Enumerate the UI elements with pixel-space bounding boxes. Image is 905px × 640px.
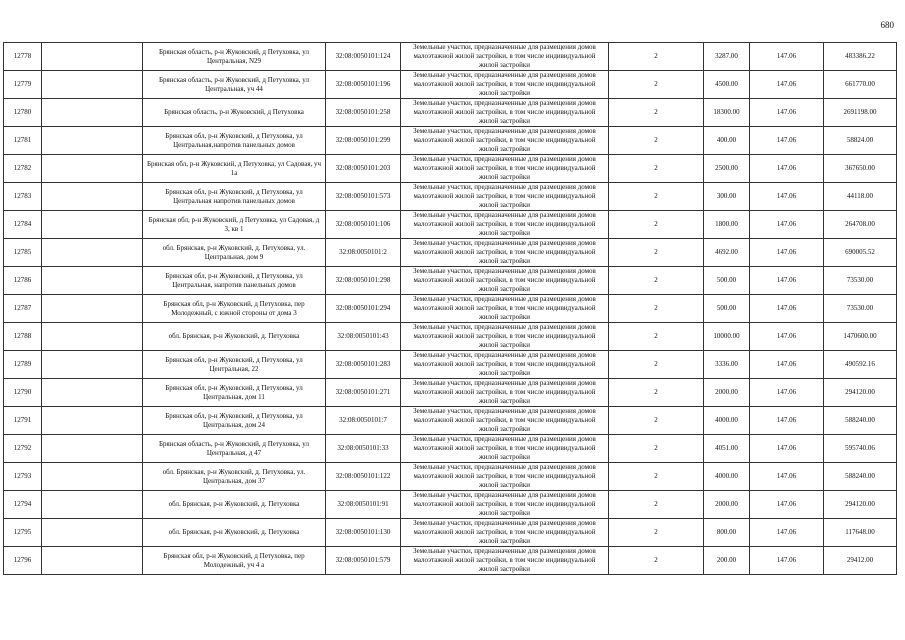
group-cell: 2 [609, 211, 704, 239]
cadastral-value-cell: 117648.00 [824, 519, 897, 547]
empty-cell [42, 183, 143, 211]
record-number-cell: 12792 [4, 435, 42, 463]
rate-cell: 147.06 [750, 323, 824, 351]
empty-cell [42, 239, 143, 267]
rate-cell: 147.06 [750, 407, 824, 435]
address-cell: Брянская обл, р-н Жуковский, д Петуховка, ул Центральная напротив панельных домов [143, 183, 326, 211]
land-use-cell: Земельные участки, предназначенные для размещения домов малоэтажной жилой застройки, в том числе индивидуальной жилой застройки [401, 463, 609, 491]
cadastral-value-cell: 588240.00 [824, 463, 897, 491]
cadastral-number-cell: 32:08:0050101:33 [326, 435, 401, 463]
area-cell: 500.00 [704, 295, 750, 323]
rate-cell: 147.06 [750, 379, 824, 407]
record-number-cell: 12793 [4, 463, 42, 491]
page-number: 680 [880, 20, 894, 30]
table-row [4, 435, 897, 463]
area-cell: 3287.00 [704, 43, 750, 71]
address-cell: Брянская область, р-н Жуковский, д Петуховка, ул Центральная, N29 [143, 43, 326, 71]
cadastral-value-cell: 44118.00 [824, 183, 897, 211]
address-cell: Брянская обл, р-н Жуковский, д Петуховка, ул Центральная, дом 24 [143, 407, 326, 435]
cadastral-number-cell: 32:08:0050101:573 [326, 183, 401, 211]
cadastral-number-cell: 32:08:0050101:579 [326, 547, 401, 575]
table-row [4, 267, 897, 295]
address-cell: Брянская область, р-н Жуковский, д Петуховка, ул Центральная, уч 44 [143, 71, 326, 99]
record-number-cell: 12784 [4, 211, 42, 239]
group-cell: 2 [609, 267, 704, 295]
group-cell: 2 [609, 463, 704, 491]
address-cell: Брянская обл, р-н Жуковский, д Петуховка, пер Молодежный, с южной стороны от дома 3 [143, 295, 326, 323]
area-cell: 200.00 [704, 547, 750, 575]
land-use-cell: Земельные участки, предназначенные для размещения домов малоэтажной жилой застройки, в том числе индивидуальной жилой застройки [401, 127, 609, 155]
group-cell: 2 [609, 379, 704, 407]
cadastral-number-cell: 32:08:0050101:7 [326, 407, 401, 435]
address-cell: обл. Брянская, р-н Жуковский, д. Петуховка [143, 519, 326, 547]
rate-cell: 147.06 [750, 491, 824, 519]
address-cell: обл. Брянская, р-н Жуковский, д. Петуховка [143, 323, 326, 351]
cadastral-value-cell: 294120.00 [824, 379, 897, 407]
land-use-cell: Земельные участки, предназначенные для размещения домов малоэтажной жилой застройки, в том числе индивидуальной жилой застройки [401, 407, 609, 435]
cadastral-number-cell: 32:08:0050101:258 [326, 99, 401, 127]
table-row [4, 379, 897, 407]
group-cell: 2 [609, 351, 704, 379]
empty-cell [42, 155, 143, 183]
land-use-cell: Земельные участки, предназначенные для размещения домов малоэтажной жилой застройки, в том числе индивидуальной жилой застройки [401, 99, 609, 127]
rate-cell: 147.06 [750, 71, 824, 99]
empty-cell [42, 99, 143, 127]
land-plot-register-table [3, 42, 897, 575]
land-use-cell: Земельные участки, предназначенные для размещения домов малоэтажной жилой застройки, в том числе индивидуальной жилой застройки [401, 547, 609, 575]
empty-cell [42, 211, 143, 239]
record-number-cell: 12780 [4, 99, 42, 127]
land-use-cell: Земельные участки, предназначенные для размещения домов малоэтажной жилой застройки, в том числе индивидуальной жилой застройки [401, 71, 609, 99]
cadastral-value-cell: 490592.16 [824, 351, 897, 379]
group-cell: 2 [609, 99, 704, 127]
table-row [4, 239, 897, 267]
cadastral-value-cell: 58824.00 [824, 127, 897, 155]
record-number-cell: 12781 [4, 127, 42, 155]
cadastral-number-cell: 32:08:0050101:106 [326, 211, 401, 239]
empty-cell [42, 323, 143, 351]
cadastral-number-cell: 32:08:0050101:203 [326, 155, 401, 183]
cadastral-number-cell: 32:08:0050101:294 [326, 295, 401, 323]
table-row [4, 155, 897, 183]
area-cell: 4000.00 [704, 407, 750, 435]
group-cell: 2 [609, 547, 704, 575]
cadastral-value-cell: 73530.00 [824, 267, 897, 295]
empty-cell [42, 407, 143, 435]
table-row [4, 491, 897, 519]
empty-cell [42, 43, 143, 71]
rate-cell: 147.06 [750, 295, 824, 323]
empty-cell [42, 491, 143, 519]
group-cell: 2 [609, 239, 704, 267]
area-cell: 10000.00 [704, 323, 750, 351]
area-cell: 400.00 [704, 127, 750, 155]
empty-cell [42, 71, 143, 99]
land-use-cell: Земельные участки, предназначенные для размещения домов малоэтажной жилой застройки, в том числе индивидуальной жилой застройки [401, 267, 609, 295]
address-cell: Брянская область, р-н Жуковский, д Петуховка [143, 99, 326, 127]
address-cell: обл. Брянская, р-н Жуковский, д. Петуховка [143, 491, 326, 519]
cadastral-number-cell: 32:08:0050101:271 [326, 379, 401, 407]
address-cell: Брянская обл, р-н Жуковский, д Петуховка, ул Центральная, 22 [143, 351, 326, 379]
rate-cell: 147.06 [750, 183, 824, 211]
cadastral-number-cell: 32:08:0050101:283 [326, 351, 401, 379]
empty-cell [42, 435, 143, 463]
empty-cell [42, 127, 143, 155]
cadastral-number-cell: 32:08:0050101:130 [326, 519, 401, 547]
area-cell: 2000.00 [704, 379, 750, 407]
group-cell: 2 [609, 295, 704, 323]
record-number-cell: 12789 [4, 351, 42, 379]
empty-cell [42, 267, 143, 295]
land-use-cell: Земельные участки, предназначенные для размещения домов малоэтажной жилой застройки, в том числе индивидуальной жилой застройки [401, 519, 609, 547]
rate-cell: 147.06 [750, 547, 824, 575]
cadastral-number-cell: 32:08:0050101:196 [326, 71, 401, 99]
table-row [4, 463, 897, 491]
address-cell: Брянская обл, р-н Жуковский, д Петуховка, ул Центральная, дом 11 [143, 379, 326, 407]
cadastral-number-cell: 32:08:0050101:91 [326, 491, 401, 519]
cadastral-value-cell: 588240.00 [824, 407, 897, 435]
cadastral-value-cell: 73530.00 [824, 295, 897, 323]
land-use-cell: Земельные участки, предназначенные для размещения домов малоэтажной жилой застройки, в том числе индивидуальной жилой застройки [401, 491, 609, 519]
land-use-cell: Земельные участки, предназначенные для размещения домов малоэтажной жилой застройки, в том числе индивидуальной жилой застройки [401, 155, 609, 183]
cadastral-value-cell: 2691198.00 [824, 99, 897, 127]
rate-cell: 147.06 [750, 519, 824, 547]
area-cell: 4051.00 [704, 435, 750, 463]
register-body [4, 43, 897, 575]
cadastral-value-cell: 264708.00 [824, 211, 897, 239]
area-cell: 1800.00 [704, 211, 750, 239]
group-cell: 2 [609, 519, 704, 547]
table-row [4, 183, 897, 211]
table-row [4, 43, 897, 71]
table-row [4, 211, 897, 239]
table-row [4, 295, 897, 323]
cadastral-number-cell: 32:08:0050101:122 [326, 463, 401, 491]
area-cell: 4000.00 [704, 463, 750, 491]
record-number-cell: 12787 [4, 295, 42, 323]
rate-cell: 147.06 [750, 211, 824, 239]
group-cell: 2 [609, 127, 704, 155]
record-number-cell: 12788 [4, 323, 42, 351]
land-use-cell: Земельные участки, предназначенные для размещения домов малоэтажной жилой застройки, в том числе индивидуальной жилой застройки [401, 239, 609, 267]
group-cell: 2 [609, 407, 704, 435]
address-cell: Брянская обл, р-н Жуковский, д Петуховка, ул Центральная,напротив панельных домов [143, 127, 326, 155]
empty-cell [42, 463, 143, 491]
address-cell: Брянская обл, р-н Жуковский, д Петуховка, пер Молодежный, уч 4 а [143, 547, 326, 575]
land-use-cell: Земельные участки, предназначенные для размещения домов малоэтажной жилой застройки, в том числе индивидуальной жилой застройки [401, 379, 609, 407]
group-cell: 2 [609, 183, 704, 211]
rate-cell: 147.06 [750, 155, 824, 183]
cadastral-value-cell: 661770.00 [824, 71, 897, 99]
rate-cell: 147.06 [750, 239, 824, 267]
empty-cell [42, 547, 143, 575]
cadastral-value-cell: 367650.00 [824, 155, 897, 183]
record-number-cell: 12785 [4, 239, 42, 267]
empty-cell [42, 295, 143, 323]
area-cell: 2000.00 [704, 491, 750, 519]
rate-cell: 147.06 [750, 127, 824, 155]
record-number-cell: 12786 [4, 267, 42, 295]
cadastral-value-cell: 29412.00 [824, 547, 897, 575]
empty-cell [42, 519, 143, 547]
rate-cell: 147.06 [750, 435, 824, 463]
record-number-cell: 12782 [4, 155, 42, 183]
land-use-cell: Земельные участки, предназначенные для размещения домов малоэтажной жилой застройки, в том числе индивидуальной жилой застройки [401, 351, 609, 379]
record-number-cell: 12796 [4, 547, 42, 575]
record-number-cell: 12795 [4, 519, 42, 547]
area-cell: 18300.00 [704, 99, 750, 127]
cadastral-value-cell: 595740.06 [824, 435, 897, 463]
record-number-cell: 12778 [4, 43, 42, 71]
land-use-cell: Земельные участки, предназначенные для размещения домов малоэтажной жилой застройки, в том числе индивидуальной жилой застройки [401, 211, 609, 239]
address-cell: Брянская обл, р-н Жуковский, д Петуховка, ул Садовая, уч 1а [143, 155, 326, 183]
address-cell: Брянская обл, р-н Жуковский, д Петуховка, ул Садовая, д 3, кв 1 [143, 211, 326, 239]
address-cell: Брянская область, р-н Жуковский, д Петуховка, ул Центральная, д 47 [143, 435, 326, 463]
land-use-cell: Земельные участки, предназначенные для размещения домов малоэтажной жилой застройки, в том числе индивидуальной жилой застройки [401, 43, 609, 71]
group-cell: 2 [609, 155, 704, 183]
record-number-cell: 12783 [4, 183, 42, 211]
cadastral-number-cell: 32:08:0050101:124 [326, 43, 401, 71]
table-row [4, 99, 897, 127]
group-cell: 2 [609, 71, 704, 99]
empty-cell [42, 379, 143, 407]
area-cell: 800.00 [704, 519, 750, 547]
table-row [4, 323, 897, 351]
table-row [4, 519, 897, 547]
land-use-cell: Земельные участки, предназначенные для размещения домов малоэтажной жилой застройки, в том числе индивидуальной жилой застройки [401, 435, 609, 463]
area-cell: 300.00 [704, 183, 750, 211]
table-row [4, 351, 897, 379]
record-number-cell: 12779 [4, 71, 42, 99]
cadastral-value-cell: 690005.52 [824, 239, 897, 267]
group-cell: 2 [609, 491, 704, 519]
cadastral-value-cell: 294120.00 [824, 491, 897, 519]
record-number-cell: 12791 [4, 407, 42, 435]
cadastral-number-cell: 32:08:0050101:299 [326, 127, 401, 155]
rate-cell: 147.06 [750, 267, 824, 295]
cadastral-number-cell: 32:08:0050101:2 [326, 239, 401, 267]
area-cell: 3336.00 [704, 351, 750, 379]
address-cell: Брянская обл, р-н Жуковский, д Петуховка, ул Центральная, напротив панельных домов [143, 267, 326, 295]
land-use-cell: Земельные участки, предназначенные для размещения домов малоэтажной жилой застройки, в том числе индивидуальной жилой застройки [401, 323, 609, 351]
rate-cell: 147.06 [750, 99, 824, 127]
table-row [4, 71, 897, 99]
group-cell: 2 [609, 435, 704, 463]
group-cell: 2 [609, 43, 704, 71]
rate-cell: 147.06 [750, 463, 824, 491]
cadastral-value-cell: 483386.22 [824, 43, 897, 71]
address-cell: обл. Брянская, р-н Жуковский, д. Петуховка, ул. Центральная, дом 9 [143, 239, 326, 267]
rate-cell: 147.06 [750, 43, 824, 71]
area-cell: 4500.00 [704, 71, 750, 99]
area-cell: 4692.00 [704, 239, 750, 267]
rate-cell: 147.06 [750, 351, 824, 379]
address-cell: обл. Брянская, р-н Жуковский, д. Петуховка, ул. Центральная, дом 37 [143, 463, 326, 491]
cadastral-number-cell: 32:08:0050101:43 [326, 323, 401, 351]
cadastral-value-cell: 1470600.00 [824, 323, 897, 351]
land-use-cell: Земельные участки, предназначенные для размещения домов малоэтажной жилой застройки, в том числе индивидуальной жилой застройки [401, 295, 609, 323]
land-use-cell: Земельные участки, предназначенные для размещения домов малоэтажной жилой застройки, в том числе индивидуальной жилой застройки [401, 183, 609, 211]
table-row [4, 547, 897, 575]
record-number-cell: 12794 [4, 491, 42, 519]
empty-cell [42, 351, 143, 379]
record-number-cell: 12790 [4, 379, 42, 407]
table-row [4, 127, 897, 155]
table-row [4, 407, 897, 435]
group-cell: 2 [609, 323, 704, 351]
cadastral-number-cell: 32:08:0050101:298 [326, 267, 401, 295]
area-cell: 500.00 [704, 267, 750, 295]
area-cell: 2500.00 [704, 155, 750, 183]
